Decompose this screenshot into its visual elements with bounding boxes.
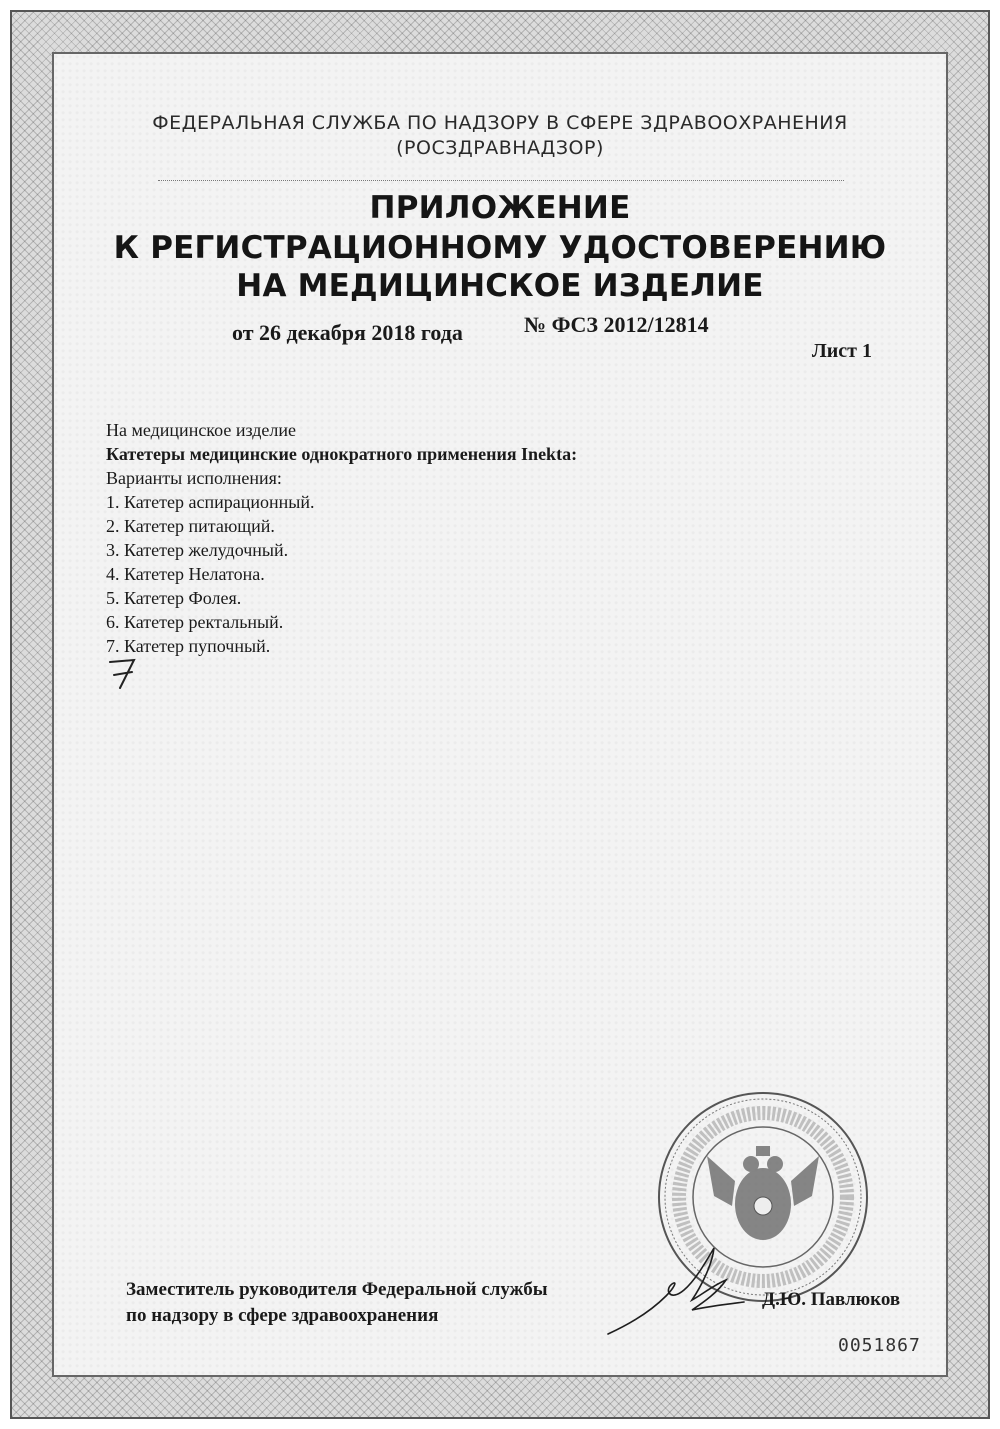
signature-icon bbox=[600, 1240, 750, 1340]
variant-item: 6. Катетер ректальный. bbox=[106, 612, 284, 632]
doc-subtitle-2: НА МЕДИЦИНСКОЕ ИЗДЕЛИЕ bbox=[236, 268, 764, 304]
handwritten-mark-icon bbox=[104, 656, 144, 692]
serial-number: 0051867 bbox=[838, 1335, 921, 1356]
registration-number: № ФСЗ 2012/12814 bbox=[524, 312, 709, 337]
product-name: Катетеры медицинские однократного применения Inekta: bbox=[106, 444, 578, 464]
sheet-number: Лист 1 bbox=[811, 340, 872, 362]
doc-title: ПРИЛОЖЕНИЕ bbox=[369, 190, 631, 226]
variant-item: 7. Катетер пупочный. bbox=[106, 636, 271, 656]
signer-title-line2: по надзору в сфере здравоохранения bbox=[126, 1305, 439, 1326]
signer-name: Д.Ю. Павлюков bbox=[762, 1289, 901, 1310]
signer-title bbox=[126, 1277, 548, 1329]
agency-abbreviation: (РОСЗДРАВНАДЗОР) bbox=[396, 137, 604, 159]
doc-subtitle-1: К РЕГИСТРАЦИОННОМУ УДОСТОВЕРЕНИЮ bbox=[113, 230, 887, 266]
variants-heading: Варианты исполнения: bbox=[106, 468, 282, 488]
header-separator bbox=[158, 180, 844, 181]
agency-name: ФЕДЕРАЛЬНАЯ СЛУЖБА ПО НАДЗОРУ В СФЕРЕ ЗДРАВООХРАНЕНИЯ bbox=[152, 112, 848, 134]
variant-item: 2. Катетер питающий. bbox=[106, 516, 275, 536]
variant-item: 5. Катетер Фолея. bbox=[106, 588, 242, 608]
variant-item: 3. Катетер желудочный. bbox=[106, 540, 289, 560]
intro-text: На медицинское изделие bbox=[106, 420, 297, 440]
variant-item: 4. Катетер Нелатона. bbox=[106, 564, 265, 584]
registration-date: от 26 декабря 2018 года bbox=[232, 320, 463, 345]
variant-item: 1. Катетер аспирационный. bbox=[106, 492, 315, 512]
signer-title-line1: Заместитель руководителя Федеральной службы bbox=[126, 1279, 548, 1300]
